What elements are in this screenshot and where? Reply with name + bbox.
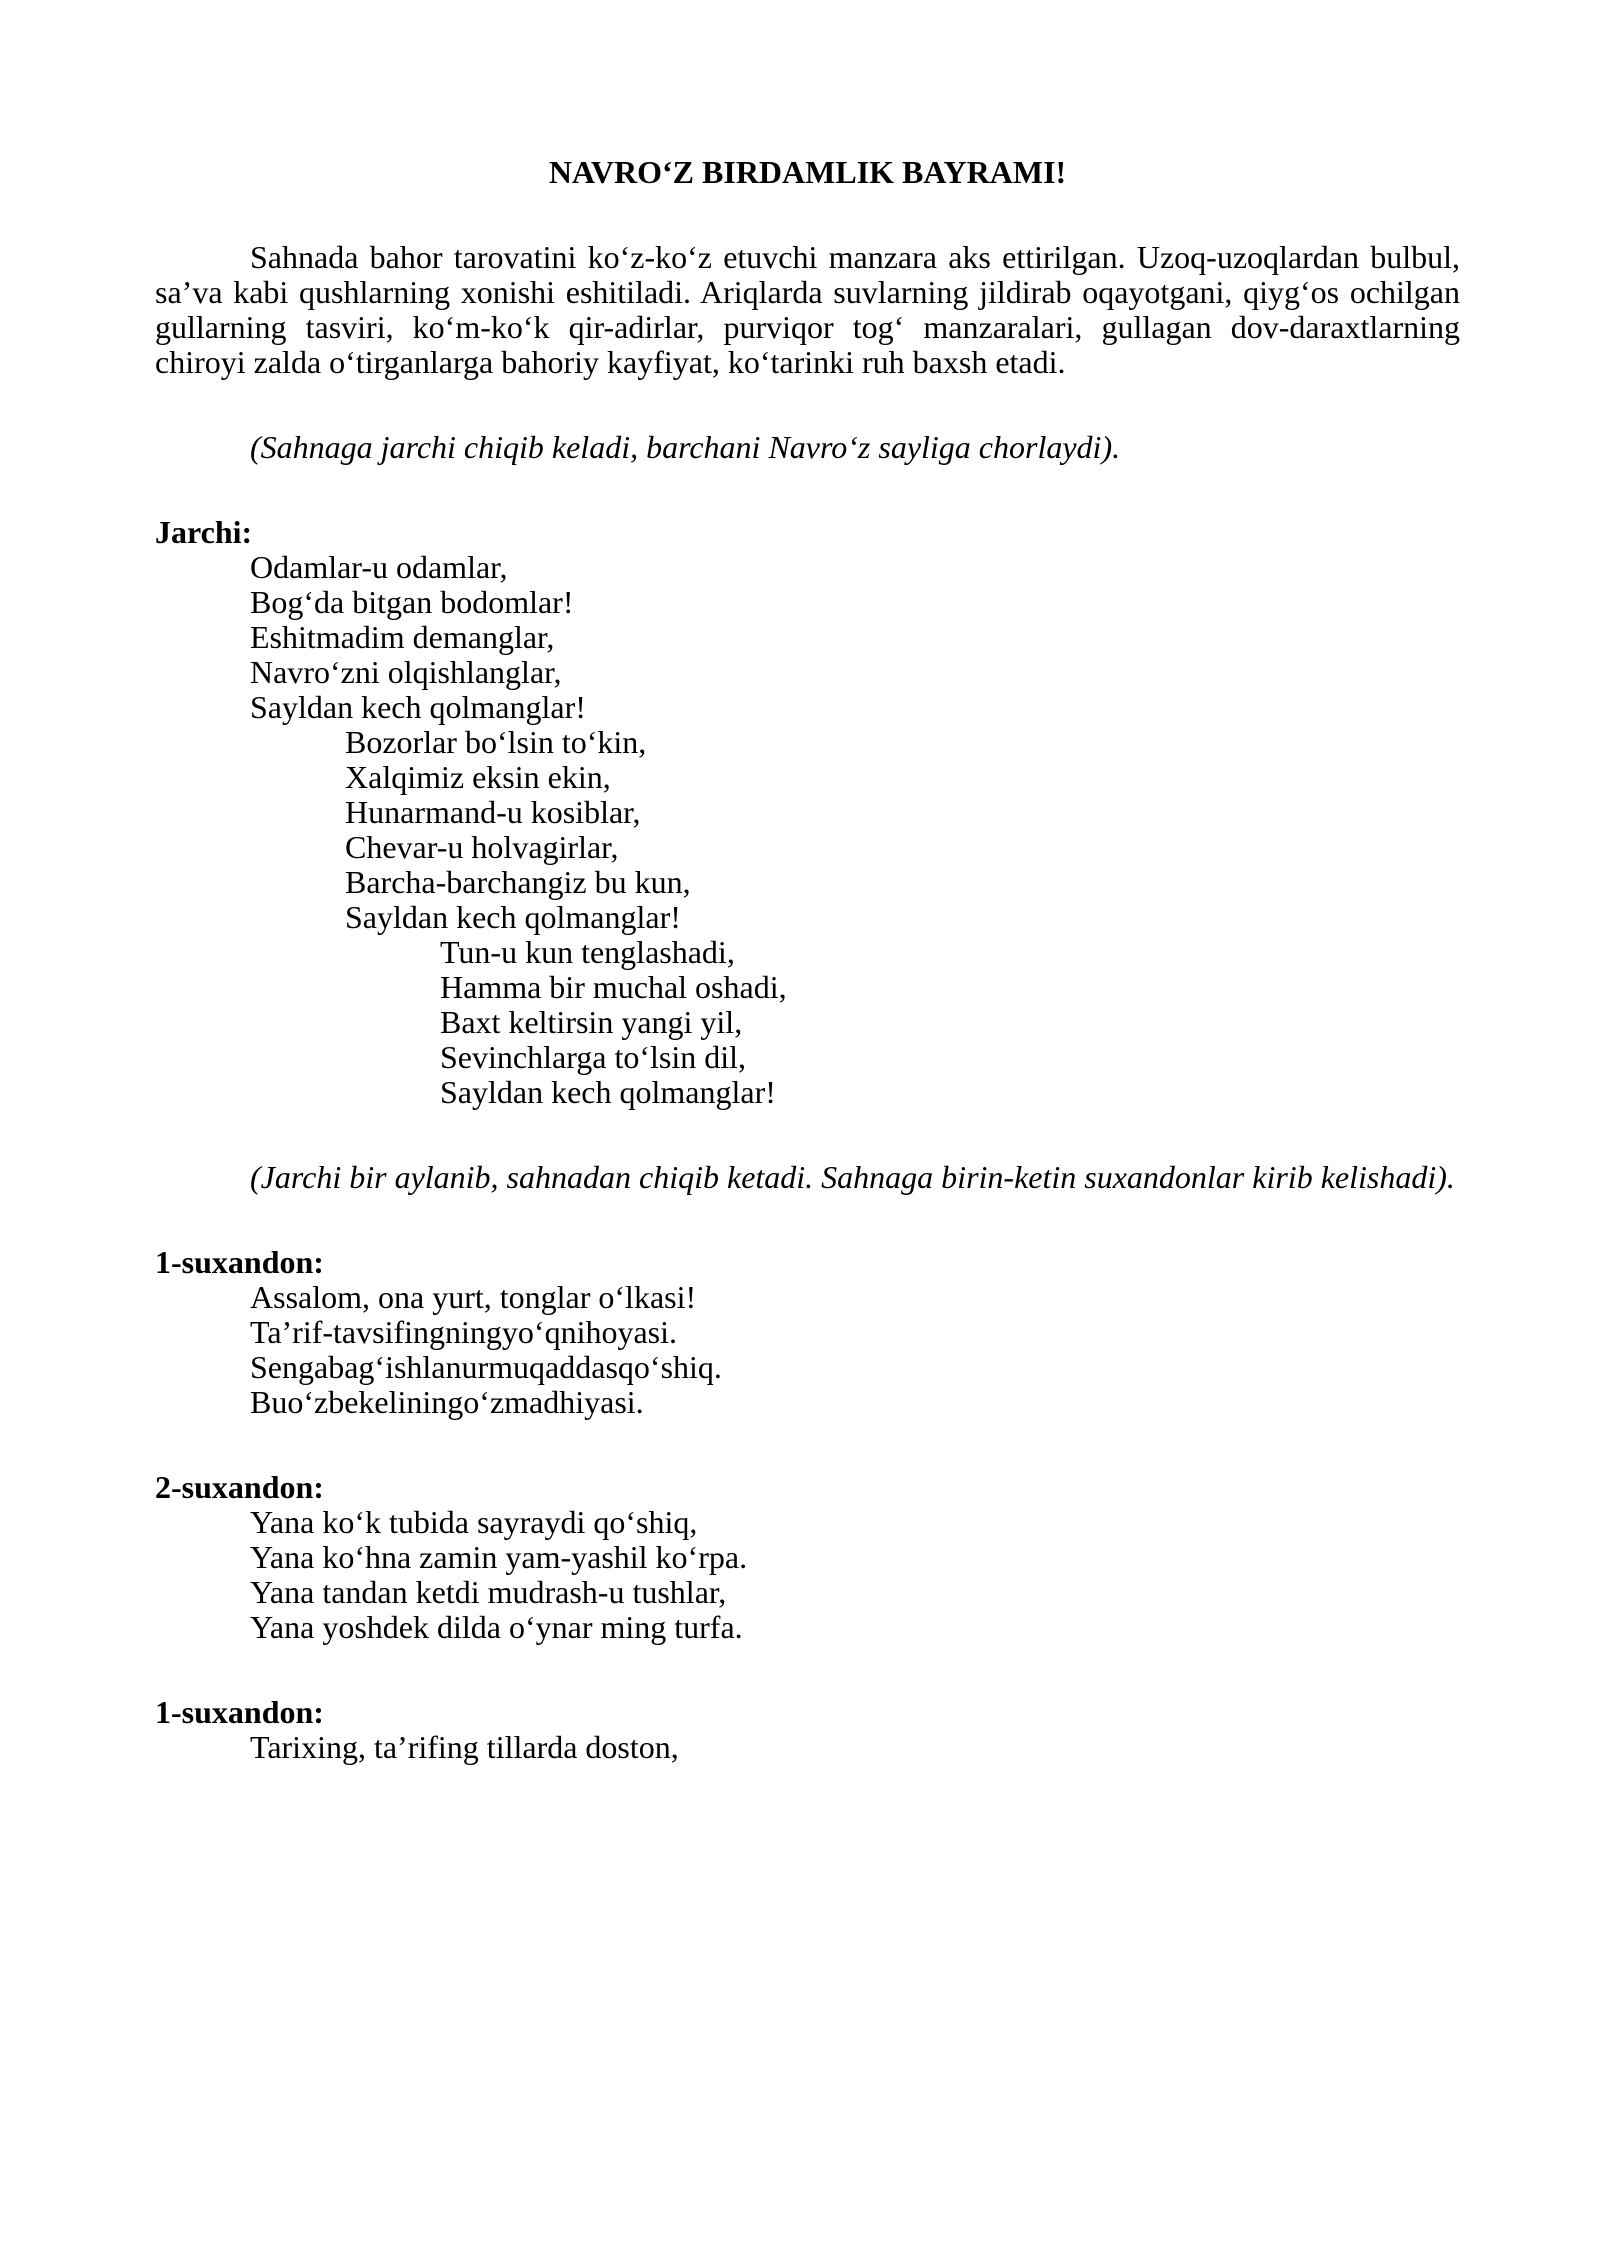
verse-line: Ta’rif-tavsifingningyo‘qnihoyasi. [250, 1314, 677, 1350]
verse-line: Sevinchlarga to‘lsin dil, [440, 1039, 747, 1075]
speaker-heading: 1-suxandon: [155, 1244, 324, 1280]
verse-line: Eshitmadim demanglar, [250, 619, 555, 655]
verse-line: Bog‘da bitgan bodomlar! [250, 584, 574, 620]
verse-line: Buo‘zbekeliningo‘zmadhiyasi. [250, 1384, 644, 1420]
speaker-heading: 2-suxandon: [155, 1469, 324, 1505]
verse-line: Sayldan kech qolmanglar! [345, 899, 681, 935]
verse-line: Hamma bir muchal oshadi, [440, 969, 787, 1005]
verse-line: Assalom, ona yurt, tonglar o‘lkasi! [250, 1279, 697, 1315]
verse-line: Yana tandan ketdi mudrash-u tushlar, [250, 1574, 727, 1610]
verse-line: Odamlar-u odamlar, [250, 549, 508, 585]
verse-line: Sayldan kech qolmanglar! [440, 1074, 776, 1110]
speaker-heading: 1-suxandon: [155, 1694, 324, 1730]
speaker-heading: Jarchi: [155, 514, 253, 550]
verse-line: Barcha-barchangiz bu kun, [345, 864, 691, 900]
verse-line: Xalqimiz eksin ekin, [345, 759, 611, 795]
document-title: NAVRO‘Z BIRDAMLIK BAYRAMI! [548, 154, 1067, 190]
verse-line: Yana ko‘hna zamin yam-yashil ko‘rpa. [250, 1539, 748, 1575]
paragraph: Sahnada bahor tarovatini ko‘z-ko‘z etuvchi manzara aks ettirilgan. Uzoq-uzoqlardan bulbul, sa’va kabi qushlarning xonishi eshitiladi. Ariqlarda suvlarning jildirab oqayotgani, qiyg‘os ochilgan gullarning tasviri, ko‘m-ko‘k qir-adirlar, purviqor tog‘ manzaralari, gullagan dov-daraxtlarning chiroyi zalda o‘tirganlarga bahoriy kayfiyat, ko‘tarinki ruh baxsh etadi. [155, 239, 1460, 380]
stage-direction: (Sahnaga jarchi chiqib keladi, barchani Navro‘z sayliga chorlaydi). [250, 429, 1121, 465]
verse-line: Yana ko‘k tubida sayraydi qo‘shiq, [250, 1504, 698, 1540]
verse-line: Hunarmand-u kosiblar, [345, 794, 641, 830]
verse-line: Baxt keltirsin yangi yil, [440, 1004, 743, 1040]
verse-line: Sengabag‘ishlanurmuqaddasqo‘shiq. [250, 1349, 722, 1385]
verse-line: Tun-u kun tenglashadi, [440, 934, 735, 970]
verse-line: Bozorlar bo‘lsin to‘kin, [345, 724, 647, 760]
verse-line: Tarixing, ta’rifing tillarda doston, [250, 1729, 679, 1765]
verse-line: Chevar-u holvagirlar, [345, 829, 619, 865]
stage-direction: (Jarchi bir aylanib, sahnadan chiqib ketadi. Sahnaga birin-ketin suxandonlar kirib kelishadi). [250, 1159, 1455, 1195]
verse-line: Navro‘zni olqishlanglar, [250, 654, 562, 690]
verse-line: Yana yoshdek dilda o‘ynar ming turfa. [250, 1609, 743, 1645]
document-body [155, 240, 1460, 1765]
verse-line: Sayldan kech qolmanglar! [250, 689, 586, 725]
